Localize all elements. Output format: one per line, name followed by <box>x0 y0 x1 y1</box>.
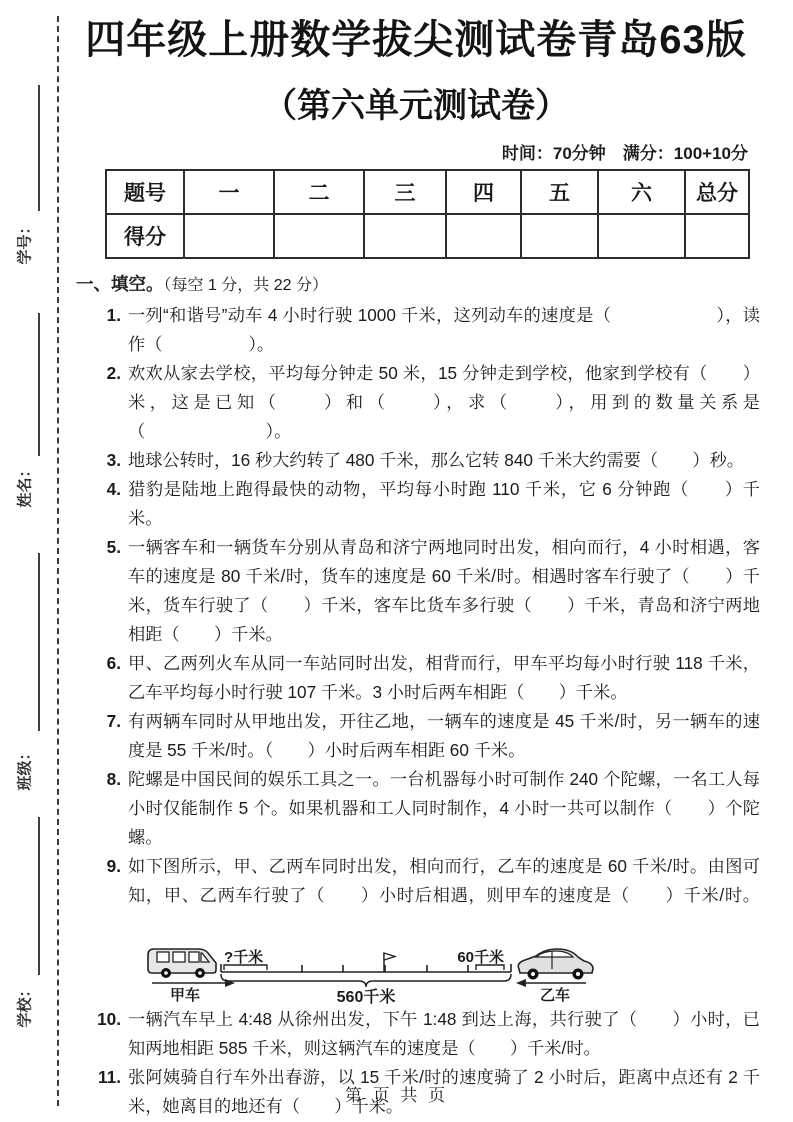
question-2 <box>72 359 760 446</box>
score-cell-empty <box>685 214 749 258</box>
question-number: 6. <box>106 653 121 673</box>
student-school-blank-line <box>38 817 40 975</box>
right-distance-label: 60千米 <box>457 949 504 966</box>
question-number: 1. <box>106 305 121 325</box>
student-id-blank-line <box>38 85 40 211</box>
score-table-header-cell: 四 <box>446 170 521 214</box>
total-distance-brace <box>221 974 511 987</box>
question-10 <box>72 1005 760 1063</box>
paper-content <box>72 16 760 1121</box>
question-number: 11. <box>98 1067 121 1087</box>
score-table-header-cell: 总分 <box>685 170 749 214</box>
car-icon <box>518 949 593 980</box>
student-id-label: 学号： <box>16 219 34 265</box>
question-text: 一列“和谐号”动车 4 小时行驶 1000 千米，这列动车的速度是（ ），读作（ ）。 <box>128 305 760 354</box>
paper-subtitle: （第六单元测试卷） <box>263 87 569 125</box>
section-one-heading <box>72 271 760 296</box>
question-text-body: 如下图所示，甲、乙两车同时出发，相向而行，乙车的速度是 60 千米/时。由图可知，甲、乙两车行驶了（ ）小时后相遇，则甲车的速度是（ ）千米/时。 <box>128 856 760 905</box>
score-table-score-row <box>106 214 749 258</box>
question-number: 10. <box>97 1009 121 1029</box>
time-and-score-info: 时间：70分钟 满分：100+10分 <box>501 144 748 163</box>
question-number: 4. <box>106 479 121 499</box>
score-table-header-row <box>106 170 749 214</box>
question-3 <box>72 446 760 475</box>
score-cell-empty <box>521 214 598 258</box>
question-7 <box>72 707 760 765</box>
page-footer: 第 页 共 页 <box>344 1086 449 1105</box>
question-4 <box>72 475 760 533</box>
question-text <box>128 852 760 1005</box>
question-number: 5. <box>106 537 121 557</box>
question-number: 8. <box>106 769 121 789</box>
student-school-label: 学校： <box>16 982 34 1028</box>
right-arrow-icon <box>152 979 235 987</box>
score-table-header-cell: 三 <box>364 170 446 214</box>
question-number: 7. <box>106 711 121 731</box>
score-table-header-cell: 题号 <box>106 170 184 214</box>
score-table <box>105 169 750 259</box>
score-cell-empty <box>184 214 274 258</box>
fill-in-blank-questions <box>72 301 760 1121</box>
score-row-label: 得分 <box>106 214 184 258</box>
question-text: 地球公转时，16 秒大约转了 480 千米，那么它转 840 千米大约需要（ ）秒。 <box>128 450 744 470</box>
left-arrow-icon <box>516 979 586 987</box>
section-heading-note: （每空 1 分，共 22 分） <box>163 277 328 294</box>
unknown-distance-label: ?千米 <box>224 949 264 966</box>
student-name-blank-line <box>38 313 40 456</box>
right-vehicle-label: 乙车 <box>539 987 571 1004</box>
question-6 <box>72 649 760 707</box>
score-cell-empty <box>274 214 364 258</box>
question-text: 欢欢从家去学校，平均每分钟走 50 米，15 分钟走到学校，他家到学校有（ ）米，这是已知（ ）和（ ），求（ ），用到的数量关系是（ ）。 <box>128 363 760 441</box>
paper-title: 四年级上册数学拔尖测试卷青岛63版 <box>85 18 747 62</box>
question-5 <box>72 533 760 649</box>
question-text: 张阿姨骑自行车外出春游，以 15 千米/时的速度骑了 2 小时后，距离中点还有 2 千米，她离目的地还有（ ）千米。 <box>128 1067 760 1116</box>
student-class-blank-line <box>38 553 40 731</box>
meeting-problem-diagram <box>128 939 760 1005</box>
score-cell-empty <box>364 214 446 258</box>
question-text: 有两辆车同时从甲地出发，开往乙地，一辆车的速度是 45 千米/时，另一辆车的速度是 55 千米/时。（ ）小时后两车相距 60 千米。 <box>128 711 760 760</box>
question-text: 猎豹是陆地上跑得最快的动物，平均每小时跑 110 千米，它 6 分钟跑（ ）千米。 <box>128 479 760 528</box>
student-class-label: 班级： <box>16 745 34 791</box>
question-number: 9. <box>106 856 121 876</box>
question-9 <box>72 852 760 1005</box>
score-table-header-cell: 二 <box>274 170 364 214</box>
question-text: 一辆汽车早上 4:48 从徐州出发，下午 1:48 到达上海，共行驶了（ ）小时，已知两地相距 585 千米，则这辆汽车的速度是（ ）千米/时。 <box>128 1009 760 1058</box>
score-table-header-cell: 五 <box>521 170 598 214</box>
score-cell-empty <box>598 214 685 258</box>
question-number: 2. <box>106 363 121 383</box>
seal-dashed-line <box>57 16 59 1106</box>
bus-icon <box>148 949 216 978</box>
question-1 <box>72 301 760 359</box>
score-table-header-cell: 六 <box>598 170 685 214</box>
question-number: 3. <box>106 450 121 470</box>
question-text: 一辆客车和一辆货车分别从青岛和济宁两地同时出发，相向而行，4 小时相遇，客车的速度是 80 千米/时，货车的速度是 60 千米/时。相遇时客车行驶了（ ）千米，货车行驶了（ ）千米，客车比货车多行驶（ ）千米，青岛和济宁两地相距（ ）千米。 <box>128 537 760 644</box>
question-8 <box>72 765 760 852</box>
student-name-label: 姓名： <box>16 462 34 508</box>
question-text: 陀螺是中国民间的娱乐工具之一。一台机器每小时可制作 240 个陀螺，一名工人每小时仅能制作 5 个。如果机器和工人同时制作，4 小时一共可以制作（ ）个陀螺。 <box>128 769 760 847</box>
score-cell-empty <box>446 214 521 258</box>
diagram-svg <box>128 939 608 1005</box>
question-text: 甲、乙两列火车从同一车站同时出发，相背而行，甲车平均每小时行驶 118 千米，乙车平均每小时行驶 107 千米。3 小时后两车相距（ ）千米。 <box>128 653 760 702</box>
section-heading-main: 一、填空。 <box>76 274 164 294</box>
score-table-header-cell: 一 <box>184 170 274 214</box>
total-distance-label: 560千米 <box>336 989 396 1005</box>
left-vehicle-label: 甲车 <box>169 987 201 1004</box>
